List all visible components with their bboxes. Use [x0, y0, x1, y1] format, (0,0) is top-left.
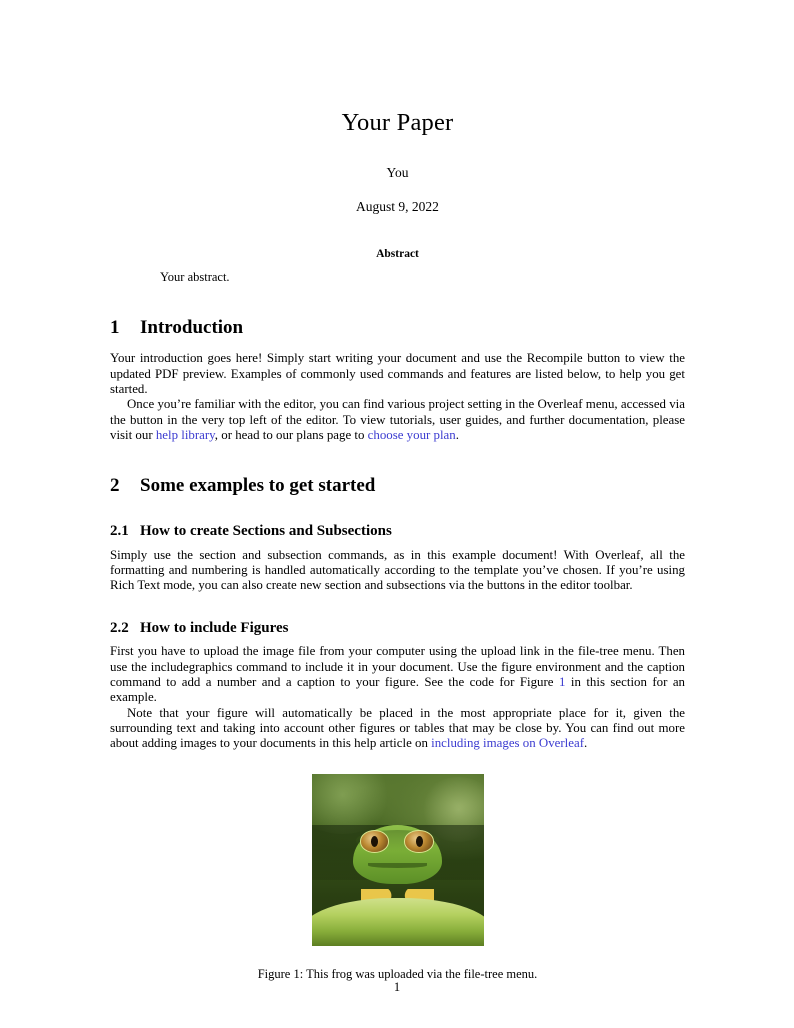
intro-p2-text-b: , or head to our plans page to [214, 428, 368, 442]
figures-p1-text-a: First you have to upload the image file from your computer using the upload link in the file-tree menu. Then use the includegraphics command to include it in your document. Use the figure environment and the caption command to add a number and a caption to your figure. See the code for Figure [110, 644, 685, 689]
figures-p2-text-a: Note that your figure will automatically be placed in the most appropriate place for it, given the surrounding text and taking into account other figures or tables that may be close by. You can find out more about adding images to your documents in this help article on [110, 705, 685, 751]
frog-left-pupil [371, 836, 378, 847]
subsection-title: How to include Figures [140, 619, 289, 636]
help-library-link[interactable]: help library [155, 428, 215, 442]
figures-p2-text-b: . [584, 736, 588, 751]
leaf-foreground [312, 898, 484, 946]
section-heading-introduction [110, 318, 685, 339]
page-title: Your Paper [341, 109, 454, 136]
including-images-link[interactable]: including images on Overleaf [431, 736, 584, 751]
figure-block [110, 774, 685, 982]
section-title: Introduction [140, 317, 244, 339]
frog-photo [312, 774, 484, 946]
page-number: 1 [393, 980, 401, 994]
intro-paragraph-1: Your introduction goes here! Simply start writing your document and use the Recompile button to view the updated PDF preview. Examples of commonly used commands and features are listed below, to help you get started. [110, 351, 685, 396]
subsection-number: 2.1 [110, 523, 129, 540]
subsection-2-paragraph-2 [110, 706, 685, 752]
intro-p2-text-c: . [455, 428, 459, 442]
section-number: 2 [110, 475, 120, 497]
frog-left-eye [360, 830, 389, 852]
figure-caption: Figure 1: This frog was uploaded via the file-tree menu. [257, 966, 538, 981]
document-date: August 9, 2022 [356, 199, 439, 215]
figure-reference-link[interactable]: 1 [558, 674, 566, 689]
subsection-heading-sections [110, 523, 685, 540]
frog-right-pupil [416, 836, 423, 847]
subsection-title: How to create Sections and Subsections [140, 523, 392, 540]
abstract-text: Your abstract. [160, 270, 230, 285]
document-content [110, 108, 685, 982]
section-heading-examples [110, 476, 685, 497]
subsection-1-paragraph-1: Simply use the section and subsection commands, as in this example document! With Overleaf, all the formatting and numbering is handled automatically according to the template you’ve chosen. If you’re using Rich Text mode, you can also create new section and subsections via the buttons in the editor toolbar. [110, 547, 685, 593]
figures-p1-text-b: in this section for an example. [110, 674, 685, 705]
subsection-number: 2.2 [110, 619, 129, 636]
subsection-heading-figures [110, 620, 685, 637]
section-title: Some examples to get started [140, 475, 376, 497]
document-author: You [386, 165, 409, 181]
intro-paragraph-2 [110, 397, 685, 443]
abstract-heading: Abstract [376, 248, 419, 261]
choose-your-plan-link[interactable]: choose your plan [367, 428, 456, 442]
frog-right-eye [404, 830, 433, 852]
subsection-2-paragraph-1 [110, 644, 685, 705]
intro-p2-text-a: Once you’re familiar with the editor, you can find various project setting in the Overleaf menu, accessed via the button in the very top left of the editor. To view tutorials, user guides, and further documentation, please visit our [110, 397, 685, 442]
section-number: 1 [110, 317, 120, 339]
